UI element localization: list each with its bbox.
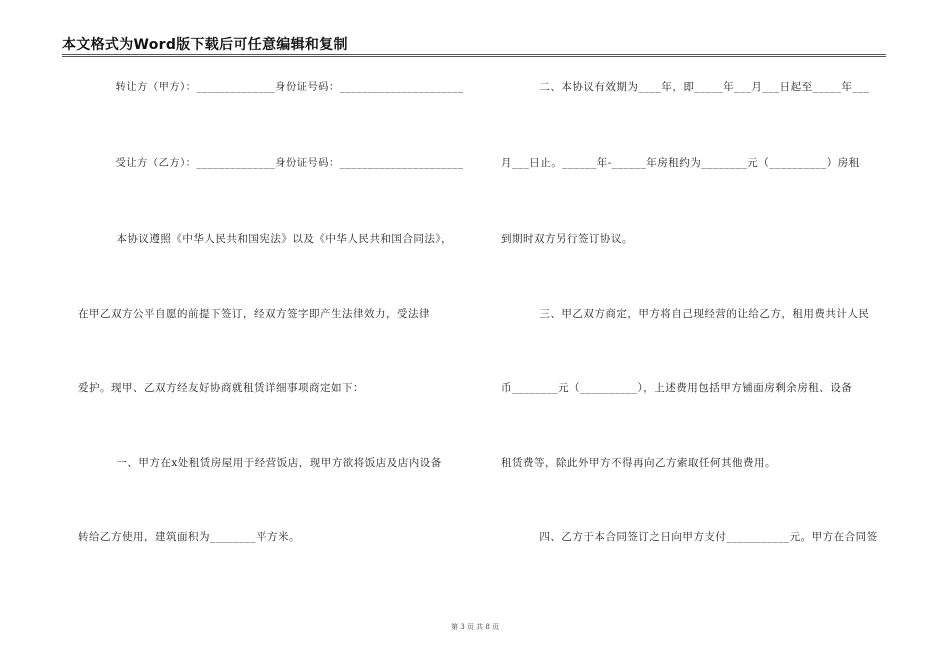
clause-3-line-2: 币________元（__________），上述费用包括甲方铺面房剩余房租、设备	[501, 382, 853, 394]
clause-2-line-1: 二、本协议有效期为____年，即_____年___月___日起至_____年___	[501, 81, 870, 93]
clause-4-line-1: 四、乙方于本合同签订之日向甲方支付___________元。甲方在合同签	[501, 531, 878, 543]
preamble-line-1: 本协议遵照《中华人民共和国宪法》以及《中华人民共和国合同法》，	[78, 233, 453, 245]
clause-3-line-3: 租赁费等，除此外甲方不得再向乙方索取任何其他费用。	[501, 457, 776, 469]
clause-1-line-1: 一、甲方在x处租赁房屋用于经营饭店，现甲方欲将饭店及店内设备	[78, 457, 442, 469]
document-header-title: 本文格式为Word版下载后可任意编辑和复制	[62, 37, 348, 53]
clause-1-line-2: 转给乙方使用，建筑面积为________平方米。	[78, 531, 300, 543]
page-number: 第 3 页 共 8 页	[450, 623, 500, 631]
clause-3-line-1: 三、甲乙双方商定，甲方将自己现经营的让给乙方，租用费共计人民	[501, 308, 870, 320]
header-rule-top	[62, 54, 886, 55]
transferor-party-line: 转让方（甲方）：______________身份证号码：______________________	[78, 81, 464, 93]
preamble-line-2: 在甲乙双方公平自愿的前提下签订，经双方签字即产生法律效力，受法律	[78, 308, 430, 320]
transferee-party-line: 受让方（乙方）：______________身份证号码：______________________	[78, 157, 464, 169]
clause-2-line-3: 到期时双方另行签订协议。	[501, 233, 633, 245]
clause-2-line-2: 月___日止。______年-______年房租约为________元（__________）房租	[501, 157, 860, 169]
preamble-line-3: 爱护。现甲、乙双方经友好协商就租赁详细事项商定如下：	[78, 382, 364, 394]
header-rule-bottom	[62, 56, 886, 57]
